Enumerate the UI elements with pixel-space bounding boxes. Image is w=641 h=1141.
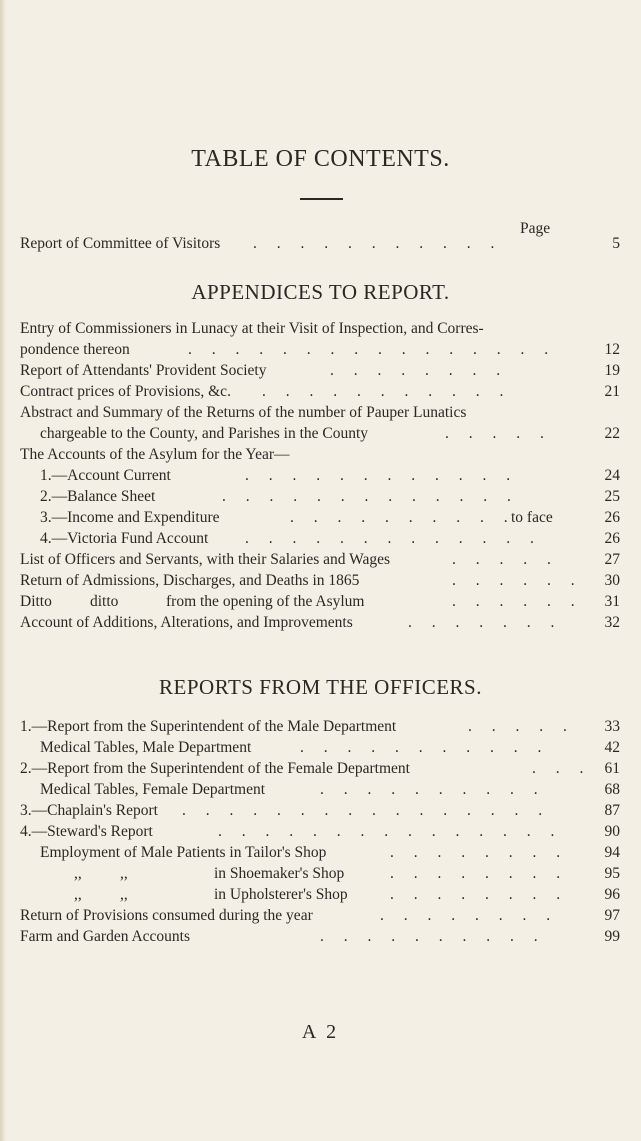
page-column-label: Page bbox=[520, 220, 551, 237]
leader-dots: . . . . . . . . bbox=[390, 886, 569, 903]
toc-entry-text: Contract prices of Provisions, &c. bbox=[20, 383, 231, 400]
ditto-mark: ,, bbox=[120, 886, 128, 903]
page-title: TABLE OF CONTENTS. bbox=[191, 146, 450, 172]
toc-entry bbox=[20, 486, 620, 508]
toc-entry-prefix: to face bbox=[511, 509, 553, 526]
toc-entry-text: 1.—Report from the Superintendent of the Male Department bbox=[20, 718, 397, 735]
toc-entry-page: 25 bbox=[604, 488, 620, 505]
leader-dots: . . . . . . . . . . . bbox=[262, 383, 512, 400]
appendices-heading: APPENDICES TO REPORT. bbox=[191, 280, 450, 304]
toc-entry bbox=[20, 905, 620, 927]
toc-entry-page: 99 bbox=[604, 928, 620, 945]
toc-entry bbox=[20, 381, 620, 403]
toc-entry bbox=[20, 842, 620, 864]
toc-entry bbox=[20, 716, 620, 738]
leader-dots: . . . . . . . . . . . bbox=[300, 739, 550, 756]
toc-entry-text: Employment of Male Patients in Tailor's Shop bbox=[40, 844, 327, 861]
leader-dots: . . . . . . . . . . . . . bbox=[222, 488, 519, 505]
toc-entry-text: 3.—Chaplain's Report bbox=[20, 802, 158, 819]
leader-dots: . . . . . . . . bbox=[390, 844, 569, 861]
title-rule bbox=[300, 198, 343, 200]
toc-entry-page: 68 bbox=[604, 781, 620, 798]
toc-entry-page: 12 bbox=[604, 341, 620, 358]
leader-dots: . . . . . . . . . . bbox=[320, 781, 546, 798]
toc-entry-text: 2.—Report from the Superintendent of the Female Department bbox=[20, 760, 410, 777]
toc-entry bbox=[20, 507, 620, 529]
leader-dots: . . . . . . . . . . . . . . . bbox=[218, 823, 563, 840]
leader-dots: . . . . . . . . bbox=[330, 362, 509, 379]
toc-entry bbox=[20, 591, 620, 613]
toc-entry-text: 4.—Steward's Report bbox=[20, 823, 153, 840]
toc-entry bbox=[20, 570, 620, 592]
ditto-text: in Upholsterer's Shop bbox=[214, 886, 348, 903]
toc-entry-text: Account of Additions, Alterations, and Improvements bbox=[20, 614, 353, 631]
toc-entry bbox=[20, 444, 620, 466]
toc-entry-text: pondence thereon bbox=[20, 341, 130, 358]
toc-entry-page: 90 bbox=[604, 823, 620, 840]
leader-dots: . . . . . . . . . . . bbox=[253, 235, 503, 252]
officers-heading: REPORTS FROM THE OFFICERS. bbox=[159, 675, 482, 699]
leader-dots: . . . . . . . . . . . . . . . . bbox=[188, 341, 557, 358]
toc-entry-text: Abstract and Summary of the Returns of the number of Pauper Lunatics bbox=[20, 404, 467, 421]
leader-dots: . . . . . . . . bbox=[380, 907, 559, 924]
toc-entry-text: Medical Tables, Male Department bbox=[40, 739, 252, 756]
ditto-text: from the opening of the Asylum bbox=[166, 593, 365, 610]
ditto-mark: ,, bbox=[120, 865, 128, 882]
toc-entry-text: List of Officers and Servants, with their Salaries and Wages bbox=[20, 551, 391, 568]
toc-entry bbox=[20, 779, 620, 801]
toc-entry-text: 4.—Victoria Fund Account bbox=[40, 530, 209, 547]
leader-dots: . . . . . bbox=[468, 718, 575, 735]
toc-entry-text: 2.—Balance Sheet bbox=[40, 488, 156, 505]
toc-entry-page: 32 bbox=[604, 614, 620, 631]
leader-dots: . . . . . bbox=[445, 425, 552, 442]
toc-entry bbox=[20, 360, 620, 382]
toc-entry-text: Report of Committee of Visitors bbox=[20, 235, 221, 252]
signature-mark: A 2 bbox=[301, 1021, 340, 1043]
toc-entry bbox=[20, 402, 620, 424]
toc-entry bbox=[20, 821, 620, 843]
leader-dots: . . . bbox=[532, 760, 592, 777]
toc-entry bbox=[20, 884, 620, 906]
toc-entry-page: 26 bbox=[604, 530, 620, 547]
toc-entry bbox=[20, 612, 620, 634]
toc-entry-page: 33 bbox=[604, 718, 620, 735]
toc-entry-page: 22 bbox=[604, 425, 620, 442]
toc-entry bbox=[20, 549, 620, 571]
toc-entry-page: 30 bbox=[604, 572, 620, 589]
leader-dots: . . . . . . . . . . bbox=[320, 928, 546, 945]
toc-entry-text: 1.—Account Current bbox=[40, 467, 171, 484]
toc-entry-page: 87 bbox=[604, 802, 620, 819]
toc-entry-text: The Accounts of the Asylum for the Year— bbox=[20, 446, 290, 463]
toc-entry-page: 97 bbox=[604, 907, 620, 924]
ditto-text: in Shoemaker's Shop bbox=[214, 865, 345, 882]
ditto-mark: ,, bbox=[74, 865, 82, 882]
toc-entry-page: 95 bbox=[604, 865, 620, 882]
leader-dots: . . . . . . bbox=[452, 572, 583, 589]
toc-entry bbox=[20, 800, 620, 822]
toc-entry-text: chargeable to the County, and Parishes in the County bbox=[40, 425, 369, 442]
ditto-mark: ,, bbox=[74, 886, 82, 903]
toc-entry-page: 31 bbox=[604, 593, 620, 610]
toc-entry-page: 27 bbox=[604, 551, 620, 568]
toc-entry bbox=[20, 318, 620, 340]
toc-entry bbox=[20, 465, 620, 487]
toc-entry-text: Return of Provisions consumed during the year bbox=[20, 907, 313, 924]
toc-entry-text: 3.—Income and Expenditure bbox=[40, 509, 220, 526]
leader-dots: . . . . . . . . . . . . . . . . bbox=[182, 802, 551, 819]
leader-dots: . . . . . . . . . . . . bbox=[245, 467, 519, 484]
toc-entry-text: Farm and Garden Accounts bbox=[20, 928, 191, 945]
toc-entry-page: 24 bbox=[604, 467, 620, 484]
toc-entry-page: 96 bbox=[604, 886, 620, 903]
toc-entry bbox=[20, 423, 620, 445]
ditto-mark: Ditto bbox=[20, 593, 52, 610]
toc-entry-page: 21 bbox=[604, 383, 620, 400]
toc-entry bbox=[20, 863, 620, 885]
toc-entry-page: 5 bbox=[612, 235, 620, 252]
leader-dots: . . . . . . . . . . . . . bbox=[245, 530, 542, 547]
toc-entry bbox=[20, 528, 620, 550]
toc-entry-text: Report of Attendants' Provident Society bbox=[20, 362, 267, 379]
toc-entry-page: 61 bbox=[604, 760, 620, 777]
toc-entry bbox=[20, 737, 620, 759]
leader-dots: . . . . . bbox=[452, 551, 559, 568]
toc-entry-page: 42 bbox=[604, 739, 620, 756]
leader-dots: . . . . . . . . . . bbox=[290, 509, 516, 526]
toc-entry-page: 26 bbox=[604, 509, 620, 526]
leader-dots: . . . . . . . bbox=[408, 614, 563, 631]
toc-entry-page: 94 bbox=[604, 844, 620, 861]
toc-entry bbox=[20, 926, 620, 948]
leader-dots: . . . . . . bbox=[452, 593, 583, 610]
toc-entry-page: 19 bbox=[604, 362, 620, 379]
toc-entry bbox=[20, 233, 620, 255]
toc-entry-text: Entry of Commissioners in Lunacy at their Visit of Inspection, and Corres- bbox=[20, 320, 484, 337]
toc-entry bbox=[20, 339, 620, 361]
toc-entry bbox=[20, 758, 620, 780]
leader-dots: . . . . . . . . bbox=[390, 865, 569, 882]
toc-entry-text: Return of Admissions, Discharges, and Deaths in 1865 bbox=[20, 572, 360, 589]
toc-entry-text: Medical Tables, Female Department bbox=[40, 781, 266, 798]
ditto-mark: ditto bbox=[90, 593, 119, 610]
